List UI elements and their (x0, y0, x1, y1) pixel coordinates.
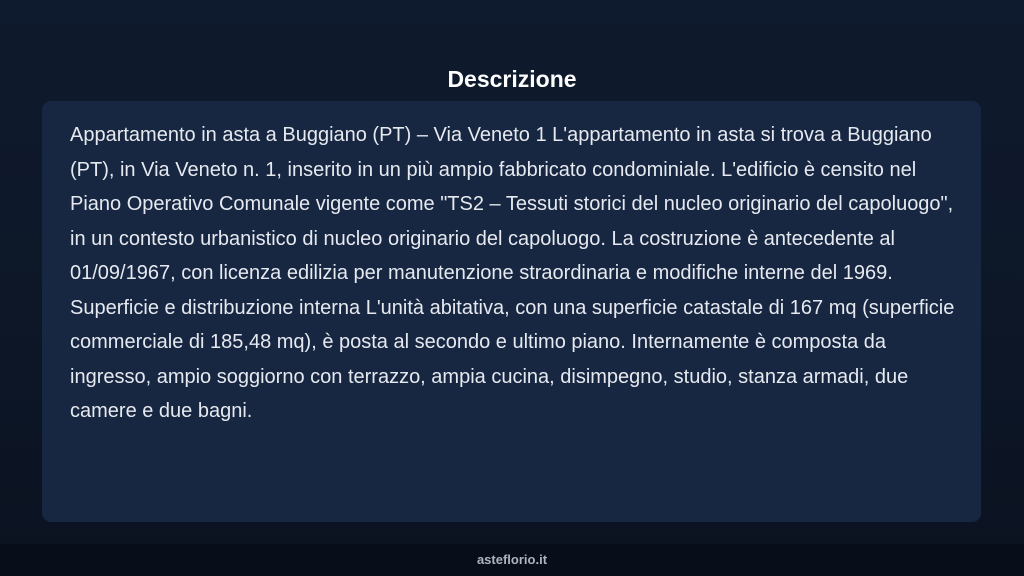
page-title: Descrizione (447, 66, 577, 93)
description-text: Appartamento in asta a Buggiano (PT) – Via Veneto 1 L'appartamento in asta si trova a Buggiano (PT), in Via Veneto n. 1, inserito in un più ampio fabbricato condominiale. L'edificio è censito nel Piano Operativo Comunale vigente come "TS2 – Tessuti storici del nucleo originario del capoluogo", in un contesto urbanistico di nucleo originario del capoluogo. La costruzione è antecedente al 01/09/1967, con licenza edilizia per manutenzione straordinaria e modifiche interne del 1969. Superficie e distribuzione interna L'unità abitativa, con una superficie catastale di 167 mq (superficie commerciale di 185,48 mq), è posta al secondo e ultimo piano. Internamente è composta da ingresso, ampio soggiorno con terrazzo, ampia cucina, disimpegno, studio, stanza armadi, due camere e due bagni. (70, 124, 955, 422)
description-card (42, 101, 981, 522)
footer-bar (0, 544, 1024, 576)
footer-site-name: asteflorio.it (476, 552, 548, 567)
